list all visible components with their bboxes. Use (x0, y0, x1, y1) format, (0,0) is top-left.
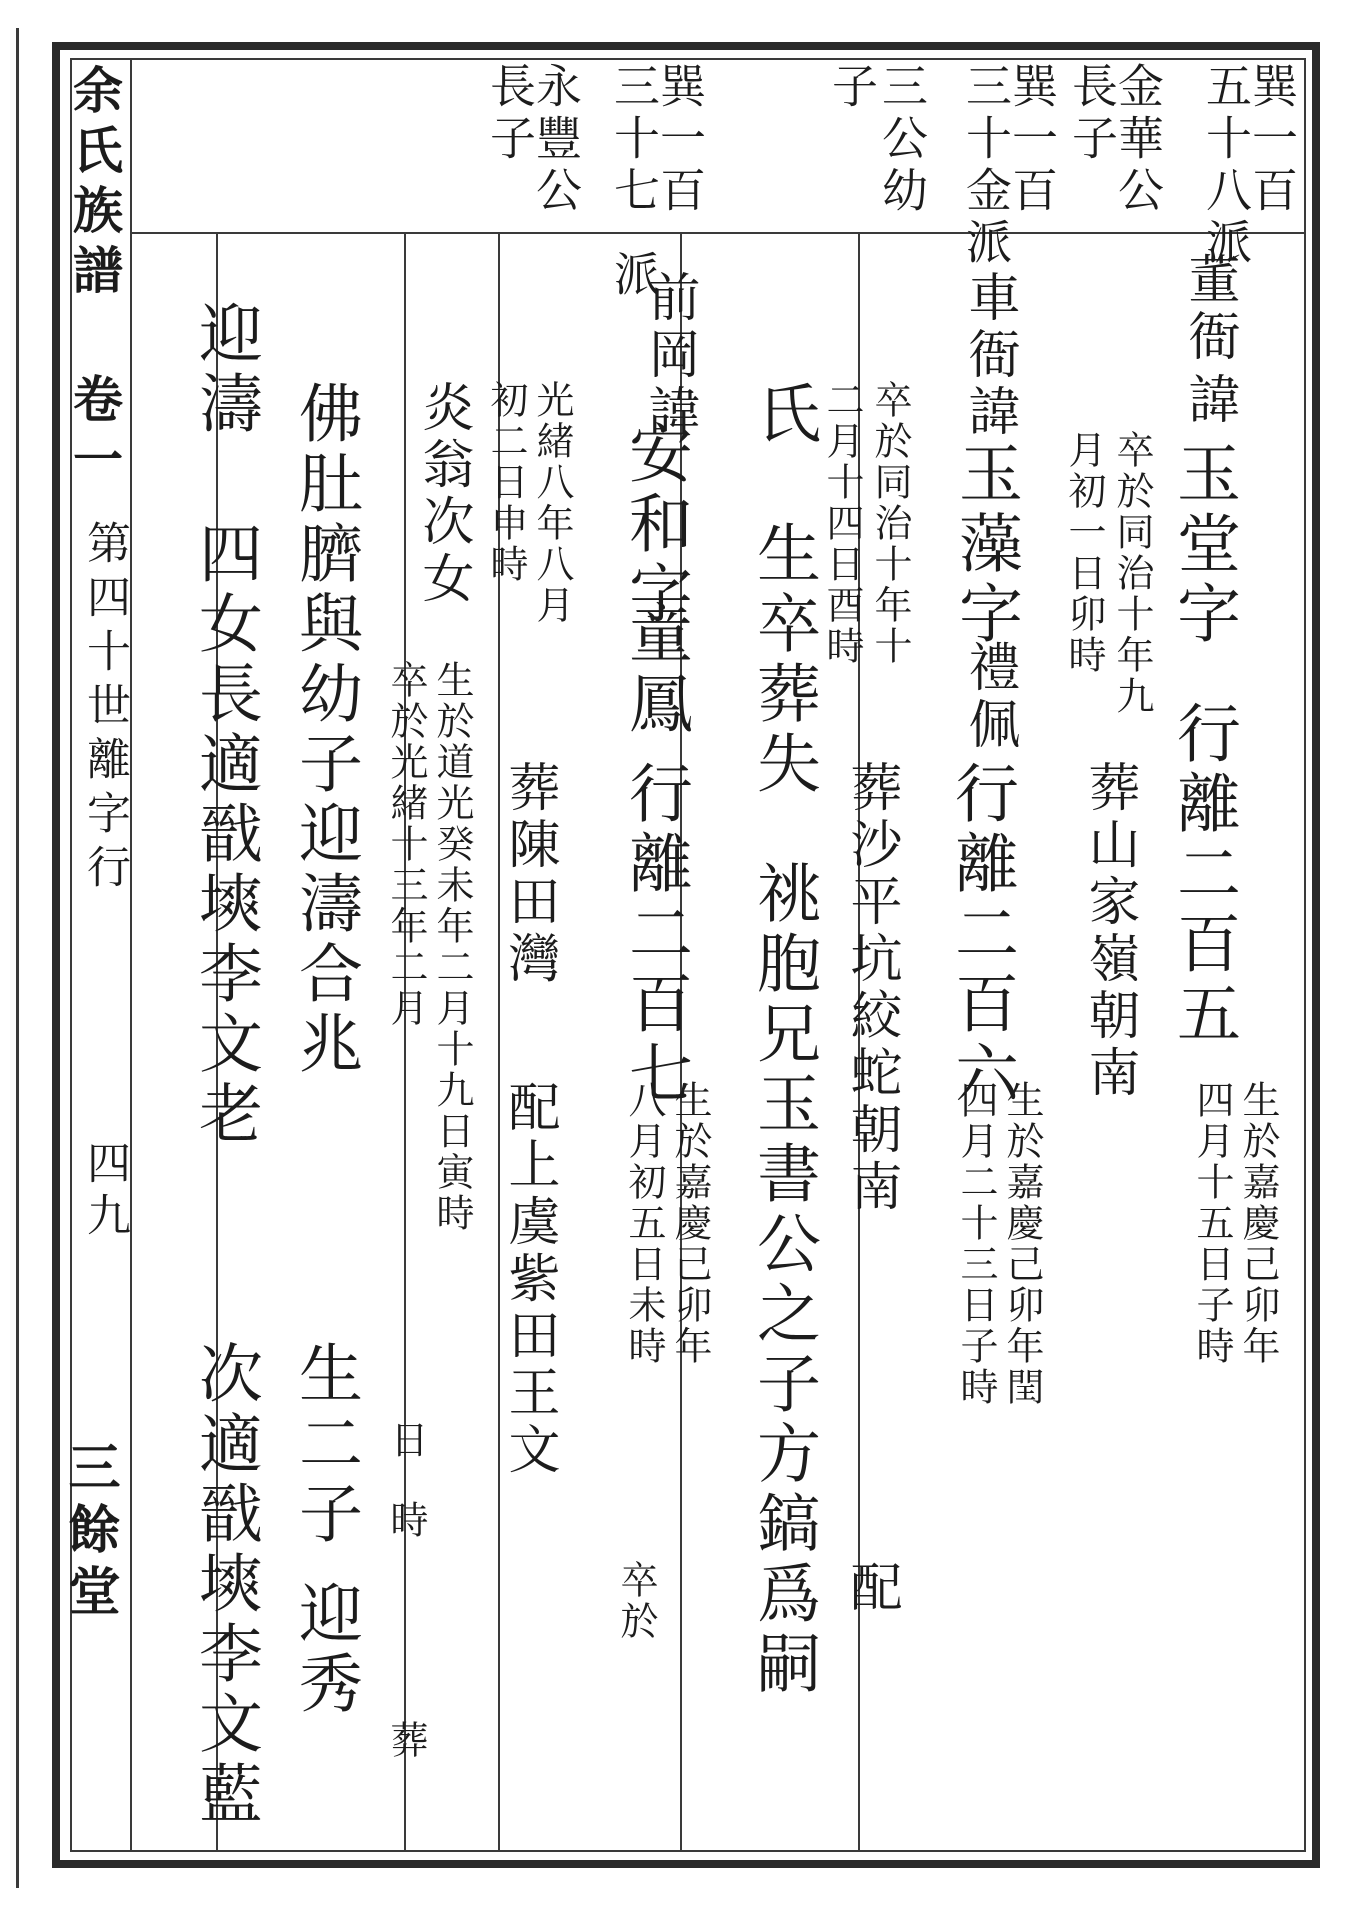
entry2-burial: 葬沙平坑絞蛇朝南 (841, 760, 901, 1216)
entry2-branch-line1: 巽一百 (1005, 62, 1059, 218)
entry2-born-line2: 四月二十三日子時 (954, 1080, 998, 1408)
entry2-adoption: 祧胞兄玉書公之子方鎬爲嗣 (746, 860, 820, 1700)
daughters-line2: 次適戩塽李文藍 (188, 1340, 262, 1830)
entry2-spouse-status: 生卒葬失 (746, 520, 820, 800)
entry2-name: 玉藻字 (948, 440, 1022, 650)
book-title: 余氏族譜 卷一 (65, 64, 124, 493)
generation-label: 第四十世離字行 (79, 520, 130, 898)
entry3-born-line1: 生於嘉慶己卯年 (668, 1080, 712, 1367)
wife-died-hour: 時 (384, 1500, 428, 1541)
entry1-branch-line1: 巽一百 (1245, 62, 1299, 218)
entry2-branch-line2: 三十金派 (959, 62, 1013, 270)
entry2-style: 禮佩 (959, 640, 1019, 754)
wife-origin: 炎翁次女 (413, 380, 473, 608)
entry2-died-line1: 卒於同治十年十 (868, 380, 912, 667)
wife-born-line1: 生於道光癸未年二月十九日寅時 (430, 660, 474, 1234)
entry1-name: 玉堂字 (1166, 440, 1240, 650)
entry3-parent-line2: 長子 (483, 62, 537, 166)
wife-burial: 葬 (384, 1720, 428, 1761)
entry3-died-line2: 初二日申時 (484, 380, 528, 585)
entry1-died-line2: 月初一日卯時 (1062, 430, 1106, 676)
entry3-died-mark: 卒於 (614, 1560, 658, 1642)
entry3-burial: 葬陳田灣 (499, 760, 559, 988)
entry2-spouse-mark: 配 (841, 1560, 901, 1617)
entry2-born-line1: 生於嘉慶己卯年閏 (1000, 1080, 1044, 1408)
entry1-born-line1: 生於嘉慶己卯年 (1236, 1080, 1280, 1367)
entry3-branch-line2: 三十七 (607, 62, 661, 218)
entry1-burial: 葬山家嶺朝南 (1079, 760, 1139, 1102)
edge-line (16, 28, 19, 1888)
entry2-spouse-surname: 氏 (746, 380, 820, 450)
entry3-name: 安和字 (618, 420, 692, 630)
entry2-died-line2: 二月十四日酉時 (820, 380, 864, 667)
entry1-taboo: 諱 (1179, 372, 1239, 429)
entry1-parent-line1: 金華公 (1111, 62, 1165, 218)
entry3-rank: 行離二百七 (618, 760, 692, 1110)
margin-divider (130, 58, 132, 1852)
entry1-branch-line2: 五十八派 (1199, 62, 1253, 270)
entry2-prefix: 車衙諱 (959, 270, 1019, 441)
children-count: 生二子 (288, 1340, 362, 1550)
entry3-prefix: 前岡諱 (639, 270, 699, 441)
wife-died-day: 日 (384, 1420, 428, 1461)
entry3-died-line1: 光緒八年八月 (530, 380, 574, 626)
entry2-parent-line2: 子 (825, 62, 879, 114)
entry1-parent-line2: 長子 (1065, 62, 1119, 166)
entry1-prefix: 董衙 (1179, 252, 1239, 366)
entry3-branch-line3: 派 (607, 250, 661, 302)
son-name: 迎濤 (188, 300, 262, 440)
entry1-died-line1: 卒於同治十年九 (1110, 430, 1154, 717)
page-number: 四九 (79, 1140, 130, 1244)
daughters-line1: 四女長適戩塽李文老 (188, 520, 262, 1150)
children-tomb: 佛肚臍與幼子迎濤合兆 (288, 380, 362, 1080)
publisher-mark: 三餘堂 (59, 1440, 120, 1626)
entry1-born-line2: 四月十五日子時 (1190, 1080, 1234, 1367)
entry1-rank: 行離二百五 (1166, 700, 1240, 1050)
entry2-parent-line1: 三公幼 (875, 62, 929, 218)
wife-died-line: 卒於光緒十三年二月 (384, 660, 428, 1029)
entry3-style: 童鳳 (618, 600, 692, 740)
header-divider (130, 232, 1306, 234)
column-divider (404, 232, 406, 1852)
entry2-rank: 行離二百六 (944, 760, 1018, 1110)
children-son: 迎秀 (288, 1580, 362, 1720)
entry3-born-line2: 八月初五日未時 (622, 1080, 666, 1367)
entry3-branch-line1: 巽一百 (653, 62, 707, 218)
entry3-parent-line1: 永豐公 (529, 62, 583, 218)
entry3-spouse: 配上虞紫田王文 (499, 1080, 559, 1479)
